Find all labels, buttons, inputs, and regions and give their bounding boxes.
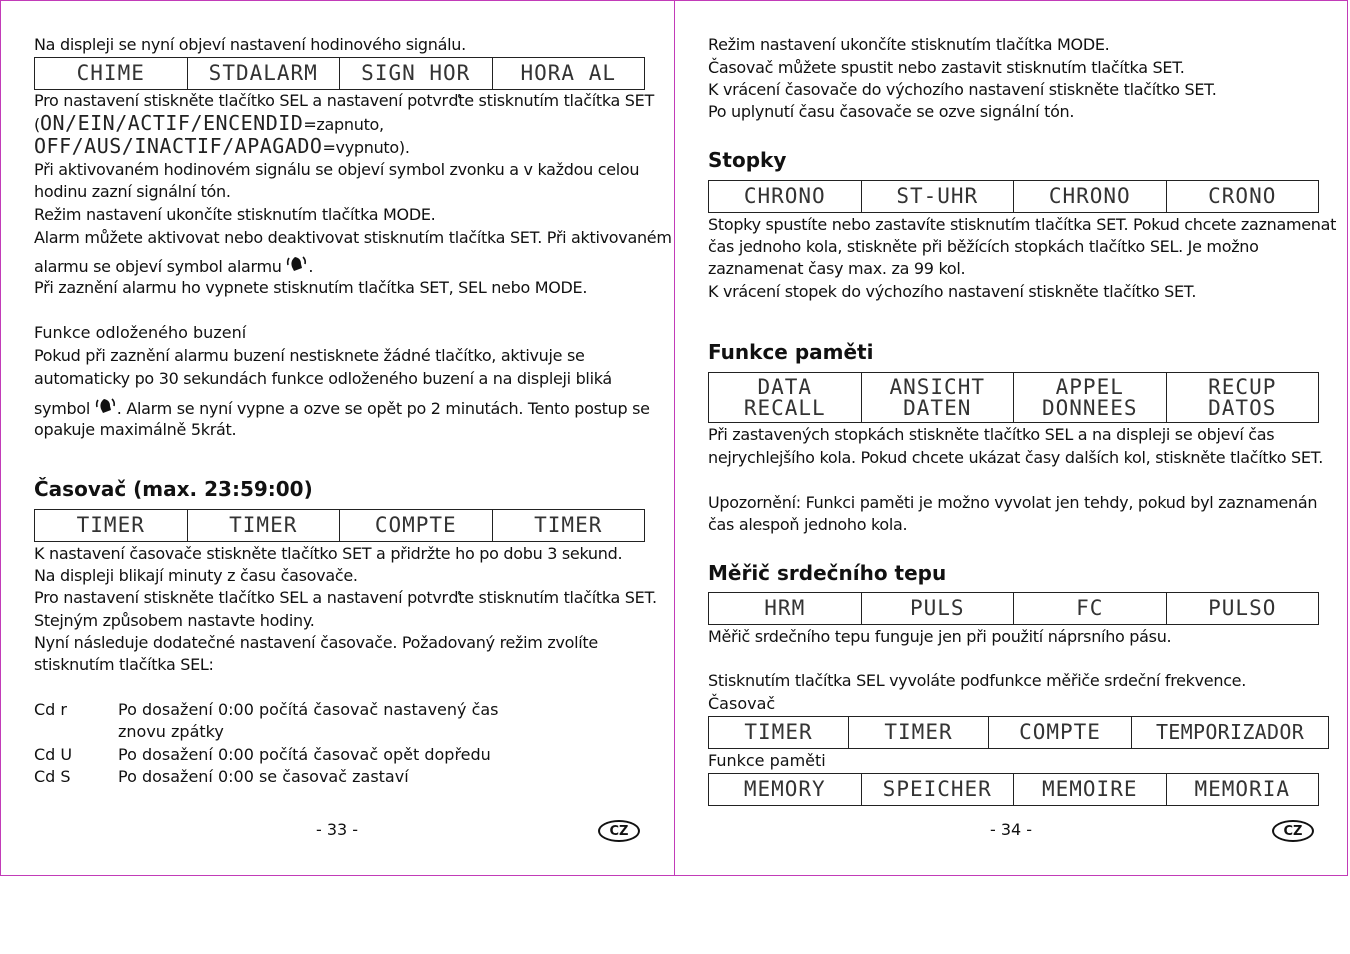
paragraph: čas alespoň jednoho kola. [708, 515, 908, 534]
off-lcd-text: OFF/AUS/INACTIF/APAGADO [34, 134, 323, 158]
paragraph: K vrácení stopek do výchozího nastavení stiskněte tlačítko SET. [708, 282, 1197, 301]
lcd-cell: SIGN HOR [339, 58, 492, 89]
off-line: OFF/AUS/INACTIF/APAGADO=vypnuto). [34, 134, 410, 158]
paragraph: opakuje maximálně 5krát. [34, 420, 237, 439]
paragraph: Při aktivovaném hodinovém signálu se objeví symbol zvonku a v každou celou [34, 160, 640, 179]
timer-heading: Časovač (max. 23:59:00) [34, 477, 313, 501]
paragraph: K vrácení časovače do výchozího nastavení stiskněte tlačítko SET. [708, 80, 1217, 99]
paragraph: Stisknutím tlačítka SEL vyvoláte podfunkce měřiče srdeční frekvence. [708, 671, 1247, 690]
lcd-cell: PULSO [1166, 593, 1319, 624]
paragraph: Stejným způsobem nastavte hodiny. [34, 611, 315, 630]
memory-sublabel: Funkce paměti [708, 751, 826, 770]
page-33 [34, 0, 672, 876]
paragraph: nejrychlejšího kola. Pokud chcete ukázat časy dalších kol, stiskněte tlačítko SET. [708, 448, 1324, 467]
paragraph: Po uplynutí času časovače se ozve signální tón. [708, 102, 1075, 121]
on-lcd-text: ON/EIN/ACTIF/ENCENDID [39, 111, 304, 135]
chrono-display-row [708, 180, 1319, 213]
chime-display-row [34, 57, 645, 90]
lcd-cell: CHRONO [743, 184, 826, 208]
paragraph: automaticky po 30 sekundách funkce odloženého buzení a na displeji bliká [34, 369, 612, 388]
lcd-cell: TIMER [744, 720, 813, 744]
lcd-cell: FC [1013, 593, 1166, 624]
lcd-cell: COMPTE [339, 510, 492, 541]
lcd-cell: PULS [861, 593, 1014, 624]
lcd-cell: TIMER [76, 513, 145, 537]
paragraph: Stopky spustíte nebo zastavíte stisknutím tlačítka SET. Pokud chcete zaznamenat [708, 215, 1337, 234]
paragraph: stisknutím tlačítka SEL: [34, 655, 214, 674]
alarm-symbol-line: alarmu se objeví symbol alarmu . [34, 254, 313, 278]
paragraph: K nastavení časovače stiskněte tlačítko SET a přidržte ho po dobu 3 sekund. [34, 544, 623, 563]
recall-display-row [708, 372, 1319, 423]
timer-display-row [708, 716, 1329, 749]
paragraph: zaznamenat časy max. za 99 kol. [708, 259, 966, 278]
hrm-heading: Měřič srdečního tepu [708, 561, 947, 585]
alarm-bell-icon [95, 396, 117, 416]
paragraph: Při zaznění alarmu ho vypnete stisknutím tlačítka SET, SEL nebo MODE. [34, 278, 588, 297]
paragraph: Režim nastavení ukončíte stisknutím tlačítka MODE. [34, 205, 436, 224]
lcd-cell: RECUP DATOS [1166, 373, 1319, 422]
lcd-cell: MEMOIRE [1013, 774, 1166, 805]
paragraph: Pro nastavení stiskněte tlačítko SEL a nastavení potvrďte stisknutím tlačítka SET [34, 91, 654, 110]
lcd-cell: APPEL DONNEES [1013, 373, 1166, 422]
paragraph: Časovač můžete spustit nebo zastavit stisknutím tlačítka SET. [708, 58, 1185, 77]
lcd-cell: HRM [764, 596, 806, 620]
paragraph: Na displeji blikají minuty z času časovače. [34, 566, 358, 585]
lcd-cell: TIMER [492, 510, 645, 541]
lcd-cell: MEMORY [743, 777, 826, 801]
memory-display-row [708, 773, 1319, 806]
language-badge: CZ [598, 820, 640, 842]
lcd-cell: MEMORIA [1166, 774, 1319, 805]
page-34 [708, 0, 1337, 876]
lcd-cell: TIMER [187, 510, 340, 541]
paragraph: Při zastavených stopkách stiskněte tlačítko SEL a na displeji se objeví čas [708, 425, 1275, 444]
hrm-display-row [708, 592, 1319, 625]
paragraph: Režim nastavení ukončíte stisknutím tlačítka MODE. [708, 35, 1110, 54]
page-number: - 34 - [990, 820, 1033, 839]
paragraph: Alarm můžete aktivovat nebo deaktivovat stisknutím tlačítka SET. Při aktivovaném [34, 228, 672, 247]
paragraph: Nyní následuje dodatečné nastavení časovače. Požadovaný režim zvolíte [34, 633, 598, 652]
paragraph: Pro nastavení stiskněte tlačítko SEL a nastavení potvrďte stisknutím tlačítka SET. [34, 588, 657, 607]
lcd-cell: SPEICHER [861, 774, 1014, 805]
lcd-cell: STDALARM [187, 58, 340, 89]
mode-cd-u: Cd U Po dosažení 0:00 počítá časovač opět dopředu [34, 745, 491, 764]
lcd-cell: DATA RECALL [743, 374, 826, 420]
alarm-bell-icon [286, 254, 308, 274]
lcd-cell: TEMPORIZADOR [1131, 717, 1328, 748]
on-line: (ON/EIN/ACTIF/ENCENDID=zapnuto, [34, 111, 384, 135]
lcd-cell: TIMER [848, 717, 988, 748]
stopwatch-heading: Stopky [708, 148, 787, 172]
mode-cd-s: Cd S Po dosažení 0:00 se časovač zastaví [34, 767, 409, 786]
paragraph: hodinu zazní signální tón. [34, 182, 231, 201]
lcd-cell: ANSICHT DATEN [861, 373, 1014, 422]
page-fold [674, 0, 675, 876]
snooze-subtitle: Funkce odloženého buzení [34, 323, 247, 342]
lcd-cell: CHRONO [1013, 181, 1166, 212]
intro-text: Na displeji se nyní objeví nastavení hodinového signálu. [34, 35, 466, 54]
paragraph: čas jednoho kola, stiskněte při běžících stopkách tlačítko SEL. Je možno [708, 237, 1259, 256]
snooze-symbol-line: symbol . Alarm se nyní vypne a ozve se opět po 2 minutách. Tento postup se [34, 396, 650, 420]
lcd-cell: HORA AL [492, 58, 645, 89]
timer-sublabel: Časovač [708, 694, 776, 713]
memory-heading: Funkce paměti [708, 340, 874, 364]
lcd-cell: CRONO [1166, 181, 1319, 212]
paragraph: Měřič srdečního tepu funguje jen při použití náprsního pásu. [708, 627, 1172, 646]
lcd-cell: ST-UHR [861, 181, 1014, 212]
language-badge: CZ [1272, 820, 1314, 842]
lcd-cell: CHIME [76, 61, 145, 85]
timer-display-row [34, 509, 645, 542]
lcd-cell: COMPTE [988, 717, 1131, 748]
paragraph: Upozornění: Funkci paměti je možno vyvolat jen tehdy, pokud byl zaznamenán [708, 493, 1318, 512]
page-number: - 33 - [316, 820, 359, 839]
paragraph: Pokud při zaznění alarmu buzení nestisknete žádné tlačítko, aktivuje se [34, 346, 585, 365]
mode-cd-r: Cd r Po dosažení 0:00 počítá časovač nastavený čas znovu zpátky [34, 700, 499, 741]
